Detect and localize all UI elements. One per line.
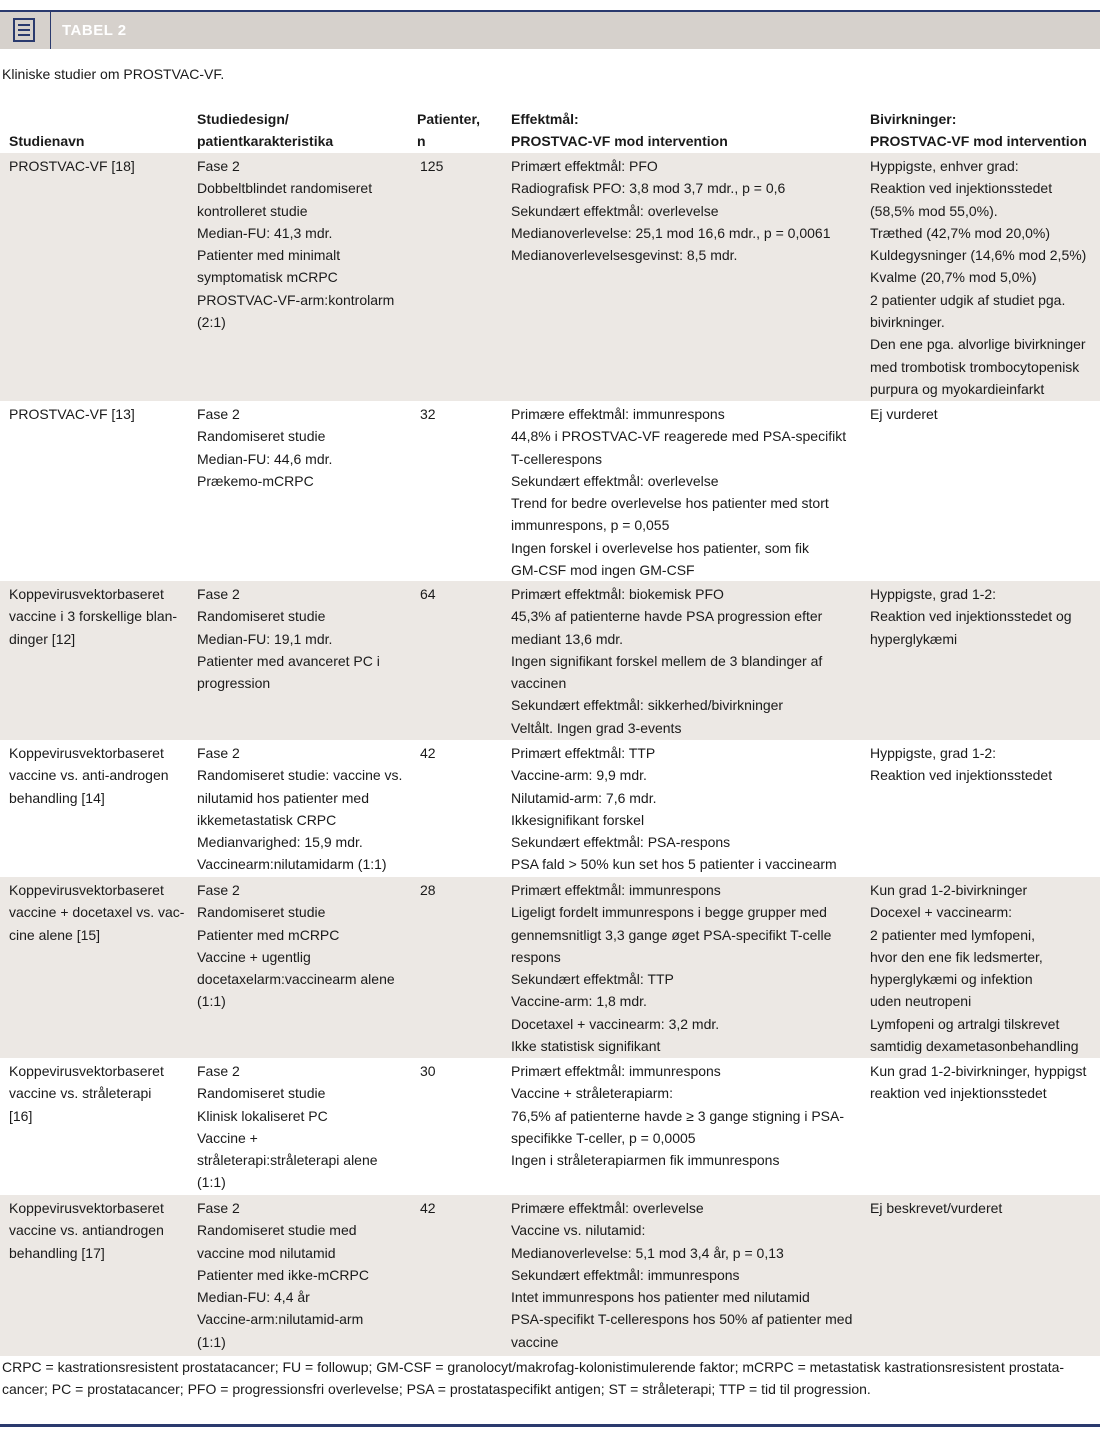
cell-effect — [511, 1197, 861, 1353]
cell-line: Fase 2 — [197, 406, 240, 422]
table-label: TABEL 2 — [62, 22, 127, 39]
bottom-rule — [0, 1424, 1100, 1427]
cell-line: Primært effektmål: PFO — [511, 158, 658, 174]
table-row — [0, 1058, 1100, 1195]
cell-patients — [420, 403, 480, 425]
cell-line: Træthed (42,7% mod 20,0%) — [870, 224, 1051, 241]
cell-study — [9, 1060, 189, 1127]
cell-line: (58,5% mod 55,0%). — [870, 202, 998, 219]
cell-line: vaccine i 3 forskellige blan- — [9, 608, 178, 625]
cell-line: Vaccine + — [197, 1129, 258, 1146]
cell-line: Den ene pga. alvorlige bivirkninger — [870, 336, 1086, 353]
cell-design — [197, 1060, 409, 1194]
cell-line: hyperglykæmi og infektion — [870, 971, 1033, 988]
cell-line: Sekundært effektmål: TTP — [511, 971, 674, 988]
column-header-patients: Patienter, n — [417, 111, 481, 149]
table-caption: Kliniske studier om PROSTVAC-VF. — [2, 66, 225, 82]
cell-line: Primære effektmål: immunrespons — [511, 406, 725, 422]
cell-line: Medianoverlevelsesgevinst: 8,5 mdr. — [511, 247, 738, 264]
cell-line: 42 — [420, 745, 436, 761]
cell-line: vaccine + docetaxel vs. vac- — [9, 904, 185, 921]
cell-line: Kuldegysninger (14,6% mod 2,5%) — [870, 247, 1087, 264]
cell-line: Klinisk lokaliseret PC — [197, 1107, 328, 1124]
cell-line: Prækemo-mCRPC — [197, 472, 314, 489]
cell-patients — [420, 583, 480, 605]
cell-line: Vaccine vs. nilutamid: — [511, 1222, 646, 1239]
cell-patients — [420, 742, 480, 764]
cell-line: Nilutamid-arm: 7,6 mdr. — [511, 789, 657, 806]
cell-line: Primært effektmål: immunrespons — [511, 1063, 721, 1079]
cell-line: vaccine vs. stråleterapi — [9, 1085, 152, 1102]
title-separator — [50, 12, 51, 49]
cell-line: Fase 2 — [197, 158, 240, 174]
cell-line: Randomiseret studie med — [197, 1222, 357, 1239]
table-row — [0, 877, 1100, 1058]
cell-line: Fase 2 — [197, 586, 240, 602]
cell-line: Docexel + vaccinearm: — [870, 904, 1013, 921]
cell-line: Ingen i stråleterapiarmen fik immunrespons — [511, 1152, 780, 1169]
cell-line: PROSTVAC-VF [13] — [9, 406, 135, 422]
cell-adverse — [870, 742, 1098, 787]
cell-line: hvor den ene fik ledsmerter, — [870, 948, 1043, 965]
cell-design — [197, 879, 409, 1013]
cell-line: PROSTVAC-VF [18] — [9, 158, 135, 174]
cell-line: progression — [197, 675, 271, 692]
cell-line: vaccine vs. antiandrogen — [9, 1222, 164, 1239]
cell-line: Hyppigste, grad 1-2: — [870, 586, 997, 602]
cell-line: [16] — [9, 1107, 33, 1124]
cell-patients — [420, 1197, 480, 1219]
cell-line: 30 — [420, 1063, 436, 1079]
column-header-adverse: Bivirkninger: PROSTVAC-VF mod intervention — [870, 111, 1087, 149]
cell-line: hyperglykæmi — [870, 630, 958, 647]
cell-line: Sekundært effektmål: immunrespons — [511, 1266, 740, 1283]
cell-line: kontrolleret studie — [197, 202, 308, 219]
cell-line: immunrespons, p = 0,055 — [511, 517, 670, 534]
cell-line: Radiografisk PFO: 3,8 mod 3,7 mdr., p = 0,6 — [511, 180, 786, 197]
table-row — [0, 581, 1100, 740]
cell-line: 42 — [420, 1200, 436, 1216]
cell-adverse — [870, 879, 1098, 1057]
cell-patients — [420, 879, 480, 901]
cell-line: Reaktion ved injektionsstedet — [870, 767, 1053, 784]
table-row — [0, 153, 1100, 401]
cell-effect — [511, 742, 861, 876]
cell-line: symptomatisk mCRPC — [197, 269, 338, 286]
cell-line: Ikkesignifikant forskel — [511, 811, 645, 828]
cell-line: Docetaxel + vaccinearm: 3,2 mdr. — [511, 1015, 720, 1032]
cell-line: T-cellerespons — [511, 450, 603, 467]
cell-effect — [511, 583, 861, 739]
cell-line: Randomiseret studie — [197, 904, 326, 921]
cell-line: Reaktion ved injektionsstedet — [870, 180, 1053, 197]
studies-table — [0, 153, 1100, 1356]
cell-line: Ingen forskel i overlevelse hos patienter, som fik — [511, 539, 810, 556]
cell-line: Vaccinearm:nilutamidarm (1:1) — [197, 856, 387, 873]
cell-line: Medianoverlevelse: 25,1 mod 16,6 mdr., p = 0,0061 — [511, 224, 831, 241]
table-row — [0, 740, 1100, 877]
cell-line: Ikke statistisk signifikant — [511, 1038, 661, 1055]
cell-line: Patienter med minimalt — [197, 247, 341, 264]
cell-line: Kvalme (20,7% mod 5,0%) — [870, 269, 1037, 286]
cell-line: Koppevirusvektorbaseret — [9, 586, 164, 602]
cell-line: cine alene [15] — [9, 926, 101, 943]
cell-adverse — [870, 1060, 1098, 1105]
cell-line: Koppevirusvektorbaseret — [9, 1063, 164, 1079]
cell-design — [197, 742, 409, 876]
cell-design — [197, 583, 409, 694]
cell-adverse — [870, 583, 1098, 650]
table-row — [0, 1195, 1100, 1356]
cell-line: Medianvarighed: 15,9 mdr. — [197, 834, 363, 851]
cell-line: Veltålt. Ingen grad 3-events — [511, 719, 682, 736]
cell-line: bivirkninger. — [870, 314, 945, 331]
column-header-study: Studienavn — [9, 133, 85, 149]
cell-design — [197, 1197, 409, 1353]
cell-line: Kun grad 1-2-bivirkninger — [870, 882, 1028, 898]
cell-line: Primært effektmål: immunrespons — [511, 882, 721, 898]
cell-line: Ej beskrevet/vurderet — [870, 1200, 1003, 1216]
cell-line: Koppevirusvektorbaseret — [9, 1200, 164, 1216]
cell-patients — [420, 155, 480, 177]
cell-line: reaktion ved injektionsstedet — [870, 1085, 1047, 1102]
cell-line: dinger [12] — [9, 630, 76, 647]
footnote: CRPC = kastrationsresistent prostatacancer; FU = followup; GM-CSF = granolocyt/makrofag-kolonistimulerende faktor; mCRPC = metastatisk kastrationsresistent prostata- cancer; PC = prostatacancer; PFO = progressionsfri overlevelse; PSA = prostataspecifikt antigen; ST = stråleterapi; TTP = tid til progression. — [2, 1359, 1065, 1397]
cell-line: Vaccine-arm: 1,8 mdr. — [511, 993, 647, 1010]
column-header-effect: Effektmål: PROSTVAC-VF mod intervention — [511, 111, 728, 149]
cell-line: specifikke T-celler, p = 0,0005 — [511, 1129, 696, 1146]
cell-line: Intet immunrespons hos patienter med nilutamid — [511, 1289, 810, 1306]
table-row — [0, 401, 1100, 581]
document-icon — [13, 18, 35, 42]
cell-line: 125 — [420, 158, 444, 174]
table-title-bar — [0, 12, 1100, 49]
cell-line: purpura og myokardieinfarkt — [870, 380, 1045, 397]
cell-line: (1:1) — [197, 1174, 226, 1191]
cell-line: PSA-specifikt T-cellerespons hos 50% af patienter med — [511, 1311, 853, 1328]
cell-line: 32 — [420, 406, 436, 422]
cell-adverse — [870, 155, 1098, 400]
cell-line: PROSTVAC-VF-arm:kontrolarm — [197, 291, 395, 308]
cell-line: Dobbeltblindet randomiseret — [197, 180, 373, 197]
cell-line: Randomiseret studie — [197, 428, 326, 445]
cell-line: Ej vurderet — [870, 406, 938, 422]
cell-line: Kun grad 1-2-bivirkninger, hyppigst — [870, 1063, 1087, 1079]
cell-line: Patienter med avanceret PC i — [197, 652, 380, 669]
cell-line: (2:1) — [197, 314, 226, 331]
cell-line: 44,8% i PROSTVAC-VF reagerede med PSA-specifikt — [511, 428, 847, 445]
cell-line: (1:1) — [197, 1333, 226, 1350]
cell-patients — [420, 1060, 480, 1082]
cell-line: Ligeligt fordelt immunrespons i begge grupper med — [511, 904, 827, 921]
cell-line: Median-FU: 44,6 mdr. — [197, 450, 333, 467]
cell-line: Median-FU: 4,4 år — [197, 1289, 310, 1306]
cell-adverse — [870, 1197, 1098, 1219]
cell-line: Fase 2 — [197, 1200, 240, 1216]
cell-line: Primære effektmål: overlevelse — [511, 1200, 704, 1216]
cell-line: Koppevirusvektorbaseret — [9, 745, 164, 761]
cell-line: Randomiseret studie: vaccine vs. — [197, 767, 403, 784]
cell-line: (1:1) — [197, 993, 226, 1010]
cell-line: Randomiseret studie — [197, 608, 326, 625]
cell-line: Reaktion ved injektionsstedet og — [870, 608, 1072, 625]
cell-effect — [511, 155, 861, 266]
cell-line: Primært effektmål: biokemisk PFO — [511, 586, 724, 602]
cell-line: Hyppigste, enhver grad: — [870, 158, 1019, 174]
cell-line: Fase 2 — [197, 1063, 240, 1079]
cell-study — [9, 879, 189, 946]
cell-line: behandling [17] — [9, 1244, 105, 1261]
cell-line: Fase 2 — [197, 882, 240, 898]
cell-line: vaccinen — [511, 675, 567, 692]
cell-line: 2 patienter udgik af studiet pga. — [870, 291, 1066, 308]
cell-line: Fase 2 — [197, 745, 240, 761]
cell-line: mediant 13,6 mdr. — [511, 630, 624, 647]
cell-line: Patienter med ikke-mCRPC — [197, 1266, 369, 1283]
cell-line: behandling [14] — [9, 789, 105, 806]
cell-study — [9, 155, 189, 177]
cell-line: Vaccine-arm:nilutamid-arm — [197, 1311, 364, 1328]
cell-line: Median-FU: 19,1 mdr. — [197, 630, 333, 647]
cell-study — [9, 583, 189, 650]
cell-line: GM-CSF mod ingen GM-CSF — [511, 562, 695, 579]
cell-line: Ingen signifikant forskel mellem de 3 blandinger af — [511, 652, 823, 669]
cell-line: Sekundært effektmål: overlevelse — [511, 202, 719, 219]
cell-line: Sekundært effektmål: PSA-respons — [511, 834, 731, 851]
cell-line: docetaxelarm:vaccinearm alene — [197, 971, 395, 988]
cell-line: Medianoverlevelse: 5,1 mod 3,4 år, p = 0,13 — [511, 1244, 784, 1261]
cell-line: Primært effektmål: TTP — [511, 745, 656, 761]
cell-effect — [511, 1060, 861, 1171]
cell-line: Sekundært effektmål: sikkerhed/bivirkninger — [511, 697, 784, 714]
cell-line: Sekundært effektmål: overlevelse — [511, 472, 719, 489]
cell-line: stråleterapi:stråleterapi alene — [197, 1152, 378, 1169]
cell-effect — [511, 879, 861, 1057]
cell-line: 28 — [420, 882, 436, 898]
cell-line: vaccine mod nilutamid — [197, 1244, 336, 1261]
cell-line: gennemsnitligt 3,3 gange øget PSA-specifikt T-celle — [511, 926, 832, 943]
cell-adverse — [870, 403, 1098, 425]
cell-design — [197, 403, 409, 492]
cell-line: Lymfopeni og artralgi tilskrevet — [870, 1015, 1060, 1032]
cell-line: Koppevirusvektorbaseret — [9, 882, 164, 898]
cell-line: vaccine — [511, 1333, 559, 1350]
cell-line: Randomiseret studie — [197, 1085, 326, 1102]
cell-line: Hyppigste, grad 1-2: — [870, 745, 997, 761]
column-header-design: Studiedesign/ patientkarakteristika — [197, 111, 334, 149]
cell-study — [9, 1197, 189, 1264]
cell-study — [9, 742, 189, 809]
cell-line: 76,5% af patienterne havde ≥ 3 gange stigning i PSA- — [511, 1107, 845, 1124]
cell-line: Vaccine + ugentlig — [197, 948, 311, 965]
cell-line: nilutamid hos patienter med — [197, 789, 369, 806]
cell-line: PSA fald > 50% kun set hos 5 patienter i vaccinearm — [511, 856, 837, 873]
cell-line: Median-FU: 41,3 mdr. — [197, 224, 333, 241]
cell-line: vaccine vs. anti-androgen — [9, 767, 169, 784]
cell-line: Vaccine-arm: 9,9 mdr. — [511, 767, 647, 784]
cell-line: respons — [511, 948, 561, 965]
cell-line: ikkemetastatisk CRPC — [197, 811, 337, 828]
cell-line: 45,3% af patienterne havde PSA progression efter — [511, 608, 823, 625]
cell-line: uden neutropeni — [870, 993, 972, 1010]
cell-line: 64 — [420, 586, 436, 602]
cell-line: samtidig dexametasonbehandling — [870, 1038, 1079, 1055]
cell-line: Patienter med mCRPC — [197, 926, 340, 943]
cell-study — [9, 403, 189, 425]
cell-line: 2 patienter med lymfopeni, — [870, 926, 1035, 943]
cell-line: Trend for bedre overlevelse hos patienter med stort — [511, 495, 829, 512]
cell-design — [197, 155, 409, 333]
cell-line: Vaccine + stråleterapiarm: — [511, 1085, 673, 1102]
cell-line: med trombotisk trombocytopenisk — [870, 358, 1080, 375]
cell-effect — [511, 403, 861, 581]
